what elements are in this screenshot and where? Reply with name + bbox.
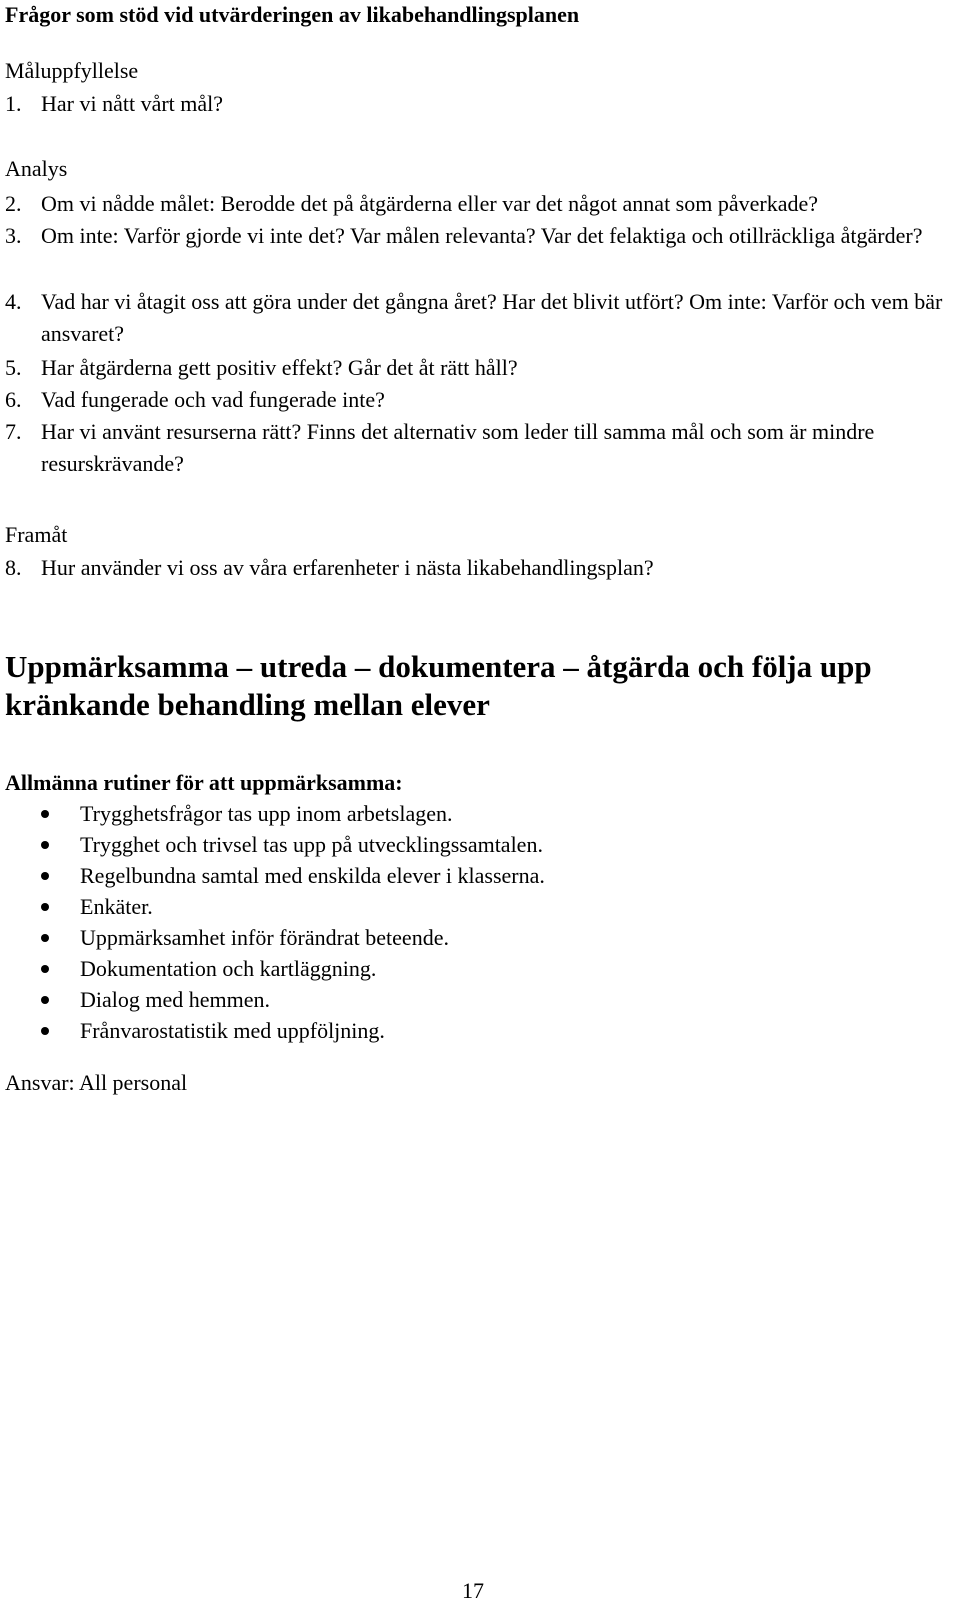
list-item-text: Frånvarostatistik med uppföljning. (80, 1018, 385, 1043)
main-heading: Uppmärksamma – utreda – dokumentera – åtgärda och följa upp kränkande behandling mellan elever (5, 649, 872, 722)
question-item (5, 352, 950, 384)
question-item (5, 384, 950, 416)
list-item-text: Regelbundna samtal med enskilda elever i klasserna. (80, 863, 545, 888)
bullet-icon (41, 841, 49, 849)
question-number: 5. (5, 355, 22, 380)
responsibility-text: Ansvar: All personal (5, 1070, 188, 1095)
bullet-icon (41, 903, 49, 911)
question-item (5, 220, 950, 252)
bullet-icon (41, 872, 49, 880)
question-text: Har vi använt resurserna rätt? Finns det alternativ som leder till samma mål och som är mindre resurskrävande? (41, 419, 875, 476)
question-text: Hur använder vi oss av våra erfarenheter i nästa likabehandlingsplan? (41, 555, 654, 580)
list-item-text: Dokumentation och kartläggning. (80, 956, 377, 981)
bullet-icon (41, 810, 49, 818)
list-item-text: Dialog med hemmen. (80, 987, 271, 1012)
section-label-analys: Analys (5, 156, 68, 181)
question-item (5, 188, 950, 220)
question-item (5, 88, 950, 120)
bullet-icon (41, 965, 49, 973)
bullet-icon (41, 1027, 49, 1035)
question-text: Vad fungerade och vad fungerade inte? (41, 387, 385, 412)
question-number: 4. (5, 289, 22, 314)
list-item-text: Trygghet och trivsel tas upp på utvecklingssamtalen. (80, 832, 543, 857)
question-item (5, 552, 950, 584)
question-text: Om vi nådde målet: Berodde det på åtgärderna eller var det något annat som påverkade? (41, 191, 819, 216)
question-number: 7. (5, 419, 22, 444)
question-item (5, 416, 950, 480)
section-label-framat: Framåt (5, 522, 68, 547)
question-text: Om inte: Varför gjorde vi inte det? Var målen relevanta? Var det felaktiga och otillräckliga åtgärder? (41, 223, 923, 248)
bullet-icon (41, 934, 49, 942)
list-item-text: Enkäter. (80, 894, 153, 919)
question-number: 6. (5, 387, 22, 412)
question-item (5, 286, 950, 350)
list-item-text: Uppmärksamhet inför förändrat beteende. (80, 925, 449, 950)
question-text: Har åtgärderna gett positiv effekt? Går det åt rätt håll? (41, 355, 518, 380)
document-title: Frågor som stöd vid utvärderingen av likabehandlingsplanen (5, 2, 580, 27)
question-number: 2. (5, 191, 22, 216)
question-number: 3. (5, 223, 22, 248)
question-text: Vad har vi åtagit oss att göra under det gångna året? Har det blivit utfört? Om inte: Varför och vem bär ansvaret? (41, 289, 943, 346)
list-item-text: Trygghetsfrågor tas upp inom arbetslagen. (80, 801, 453, 826)
bullet-icon (41, 996, 49, 1004)
section-label-maluppfyllelse: Måluppfyllelse (5, 58, 139, 83)
question-number: 8. (5, 555, 22, 580)
question-text: Har vi nått vårt mål? (41, 91, 224, 116)
question-number: 1. (5, 91, 22, 116)
page-number: 17 (462, 1578, 484, 1603)
routines-heading: Allmänna rutiner för att uppmärksamma: (5, 770, 403, 795)
